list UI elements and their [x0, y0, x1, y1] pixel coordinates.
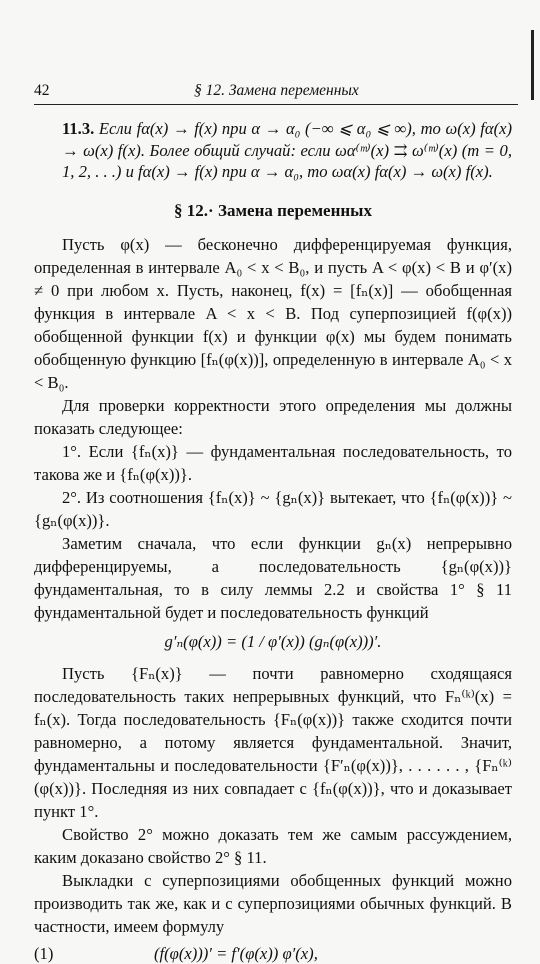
exercise-11-3: [34, 118, 512, 183]
running-head: § 12. Замена переменных: [194, 82, 359, 99]
section-title: § 12.· Замена переменных: [174, 200, 372, 220]
paragraph-verification: Для проверки корректности этого определения мы должны показать следующее:: [34, 395, 512, 438]
paragraph-property-2: Свойство 2° можно доказать тем же самым рассуждением, каким доказано свойство 2° § 11.: [34, 824, 512, 867]
paragraph-proof: Пусть {Fₙ(x)} — почти равномерно сходящаяся последовательность таких непрерывных функций, что Fₙ⁽ᵏ⁾(x) = fₙ(x). Тогда последовательность {Fₙ(φ(x))} также сходится почти равномерно, а потому является фундаментальной. Значит, фундаментальны и последовательности {F′ₙ(φ(x))}, . . . . . . , {Fₙ⁽ᵏ⁾(φ(x))}. Последняя из них совпадает с {fₙ(φ(x))}, что и доказывает пункт 1°.: [34, 663, 512, 821]
page-number: 42: [34, 82, 50, 99]
page-header: [34, 82, 518, 105]
page-edge-mark: [531, 30, 534, 100]
paragraph-point-1: 1°. Если {fₙ(x)} — фундаментальная последовательность, то такова же и {fₙ(φ(x))}.: [34, 441, 512, 484]
page-body: [34, 118, 512, 964]
paragraph-calculations: Выкладки с суперпозициями обобщенных функций можно производить так же, как и с суперпозициями обычных функций. В частности, имеем формулу: [34, 870, 512, 936]
exercise-text: Если fα(x) → f(x) при α → α₀ (−∞ ⩽ α₀ ⩽ ∞), то ω(x) fα(x) → ω(x) f(x). Более общий случай: если ωα⁽ᵐ⁾(x) ⇉ ω⁽ᵐ⁾(x) (m = 0, 1, 2, . . .) и fα(x) → f(x) при α → α₀, то ωα(x) fα(x) → ω(x) f(x).: [62, 119, 512, 182]
formula-derivative: g′ₙ(φ(x)) = (1 / φ′(x)) (gₙ(φ(x)))′.: [164, 631, 382, 651]
paragraph-note: Заметим сначала, что если функции gₙ(x) непрерывно дифференцируемы, а последовательность {gₙ(φ(x))} фундаментальная, то в силу леммы 2.2 и свойства 1° § 11 фундаментальной будет и последовательность функций: [34, 533, 512, 622]
paragraph-definition: Пусть φ(x) — бесконечно дифференцируемая функция, определенная в интервале A₀ < x < B₀, и пусть A < φ(x) < B и φ′(x) ≠ 0 при любом x. Пусть, наконец, f(x) = [fₙ(x)] — обобщенная функция в интервале A < x < B. Под суперпозицией f(φ(x)) обобщенной функции f(x) и функции φ(x) мы будем понимать обобщенную функцию [fₙ(φ(x))], определенную в интервале A₀ < x < B₀.: [34, 234, 512, 392]
paragraph-point-2: 2°. Из соотношения {fₙ(x)} ~ {gₙ(x)} вытекает, что {fₙ(φ(x))} ~ {gₙ(φ(x))}.: [34, 487, 512, 530]
equation-1: [34, 944, 512, 964]
equation-expression: (f(φ(x)))′ = f′(φ(x)) φ′(x),: [154, 943, 318, 963]
exercise-number: 11.3.: [62, 119, 95, 138]
equation-number: (1): [34, 943, 54, 963]
